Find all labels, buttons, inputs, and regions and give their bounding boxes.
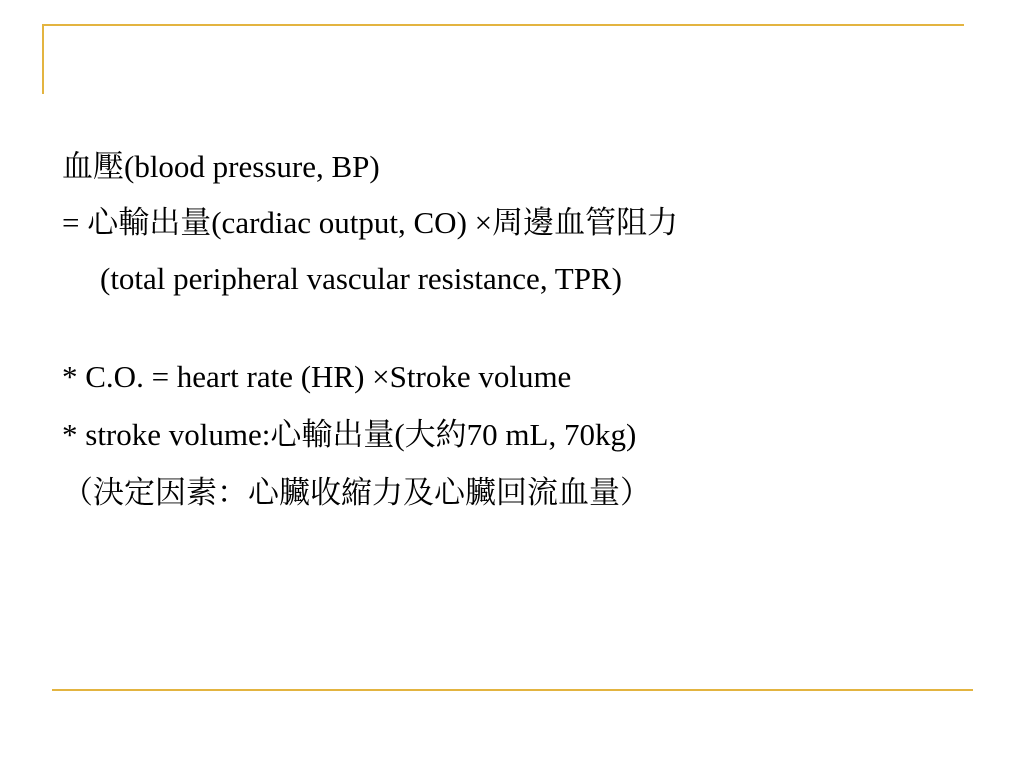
left-accent-line (42, 24, 44, 94)
bottom-accent-line (52, 689, 973, 691)
cardiac-output-formula-line: * C.O. = heart rate (HR) ×Stroke volume (62, 359, 572, 394)
determinants-line: （決定因素：心臟收縮力及心臟回流血量） (62, 475, 651, 510)
bp-formula-line: = 心輸出量(cardiac output, CO) ×周邊血管阻力 (62, 205, 679, 240)
slide-body (62, 138, 962, 522)
stroke-volume-line: * stroke volume:心輸出量(大約70 mL, 70kg) (62, 417, 637, 452)
tpr-definition-line: (total peripheral vascular resistance, TPR) (100, 261, 622, 296)
top-accent-line (42, 24, 964, 26)
paragraph-gap (62, 308, 962, 348)
bp-definition-line: 血壓(blood pressure, BP) (62, 149, 380, 184)
